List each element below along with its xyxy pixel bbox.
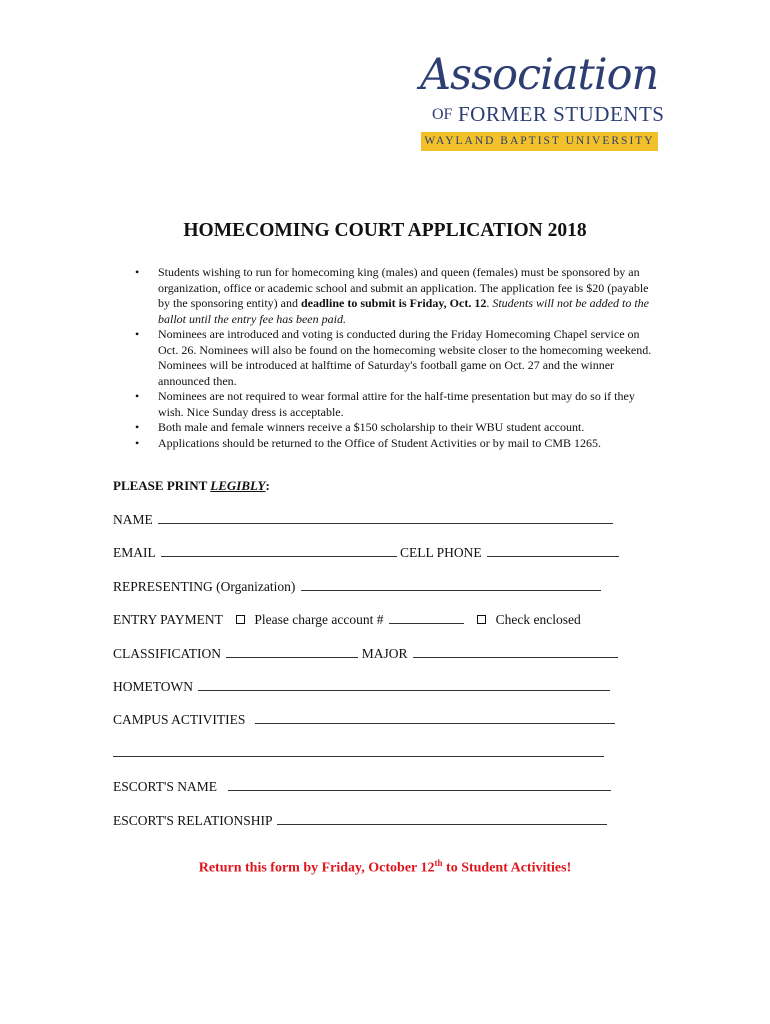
email-row — [113, 543, 613, 563]
escort-relationship-label: ESCORT'S RELATIONSHIP — [113, 813, 273, 828]
account-number-field[interactable] — [389, 610, 464, 624]
deadline-text: deadline to submit is Friday, Oct. 12 — [300, 296, 487, 310]
charge-account-checkbox[interactable] — [236, 615, 245, 624]
logo-former-students-text: FORMER STUDENTS — [458, 102, 665, 126]
legibly-word: LEGIBLY — [210, 478, 266, 493]
list-item-sponsorship — [132, 265, 652, 327]
page-title: HOMECOMING COURT APPLICATION 2018 — [183, 220, 587, 241]
cell-phone-field[interactable] — [487, 543, 619, 557]
representing-label: REPRESENTING (Organization) — [113, 579, 296, 594]
classification-field[interactable] — [226, 644, 358, 658]
ballot-note: Students will not be added to the ballot until the entry fee has been paid. — [158, 296, 649, 326]
campus-activities-continued-row — [113, 743, 613, 763]
email-label: EMAIL — [113, 545, 156, 560]
print-legibly-heading — [113, 478, 270, 494]
campus-activities-field[interactable] — [255, 710, 615, 724]
check-enclosed-checkbox[interactable] — [477, 615, 486, 624]
name-label: NAME — [113, 512, 153, 527]
hometown-field[interactable] — [198, 677, 610, 691]
print-heading-suffix: : — [265, 478, 270, 493]
check-enclosed-label: Check enclosed — [495, 612, 581, 627]
footer-superscript: th — [434, 858, 443, 868]
escort-name-field[interactable] — [228, 777, 611, 791]
representing-row — [113, 577, 613, 597]
representing-field[interactable] — [301, 577, 601, 591]
escort-relationship-field[interactable] — [277, 811, 607, 825]
entry-payment-row — [113, 610, 613, 630]
classification-label: CLASSIFICATION — [113, 646, 222, 661]
print-heading-prefix: PLEASE PRINT — [113, 478, 211, 493]
name-field[interactable] — [158, 510, 613, 524]
hometown-label: HOMETOWN — [113, 679, 193, 694]
association-logo — [416, 50, 665, 154]
logo-script-text: Association — [420, 50, 659, 100]
major-field[interactable] — [413, 644, 618, 658]
major-label: MAJOR — [361, 646, 408, 661]
list-item-return: • Applications should be returned to the Office of Student Activities or by mail to CMB 1265. — [132, 436, 652, 452]
campus-activities-label: CAMPUS ACTIVITIES — [113, 712, 246, 727]
campus-activities-row — [113, 710, 613, 730]
instructions-list — [132, 265, 652, 451]
logo-of-text: OF — [432, 106, 453, 123]
footer-text-before: Return this form by Friday, October 12 — [198, 860, 435, 876]
hometown-row — [113, 677, 613, 697]
name-row — [113, 510, 613, 530]
footer-text-after: to Student Activities! — [442, 860, 572, 876]
entry-payment-label: ENTRY PAYMENT — [113, 612, 223, 627]
list-item-voting: • Nominees are introduced and voting is conducted during the Friday Homecoming Chapel service on Oct. 26. Nominees will also be found on the homecoming website closer to the homecoming weekend. Nominees will be introduced at halftime of Saturday's football game on Oct. 27 and the winner announced then. — [132, 327, 652, 389]
classification-row — [113, 644, 613, 664]
sponsorship-text: Students wishing to run for homecoming king (males) and queen (females) must be sponsored by an organization, office or academic school and submit an application. The application fee is $20 (payable by the sponsoring entity) and — [158, 265, 649, 310]
list-item-scholarship: • Both male and female winners receive a $150 scholarship to their WBU student account. — [132, 420, 652, 436]
cell-phone-label: CELL PHONE — [400, 545, 482, 560]
campus-activities-continued-field[interactable] — [113, 743, 604, 757]
escort-name-row — [113, 777, 613, 797]
logo-university-bar: WAYLAND BAPTIST UNIVERSITY — [421, 132, 658, 151]
escort-relationship-row — [113, 811, 613, 831]
email-field[interactable] — [161, 543, 397, 557]
escort-name-label: ESCORT'S NAME — [113, 779, 218, 794]
charge-account-label: Please charge account # — [254, 612, 384, 627]
deadline-punct: . — [486, 296, 493, 310]
return-form-notice — [0, 858, 770, 877]
list-item-attire: • Nominees are not required to wear formal attire for the half-time presentation but may do so if they wish. Nice Sunday dress is acceptable. — [132, 389, 652, 420]
